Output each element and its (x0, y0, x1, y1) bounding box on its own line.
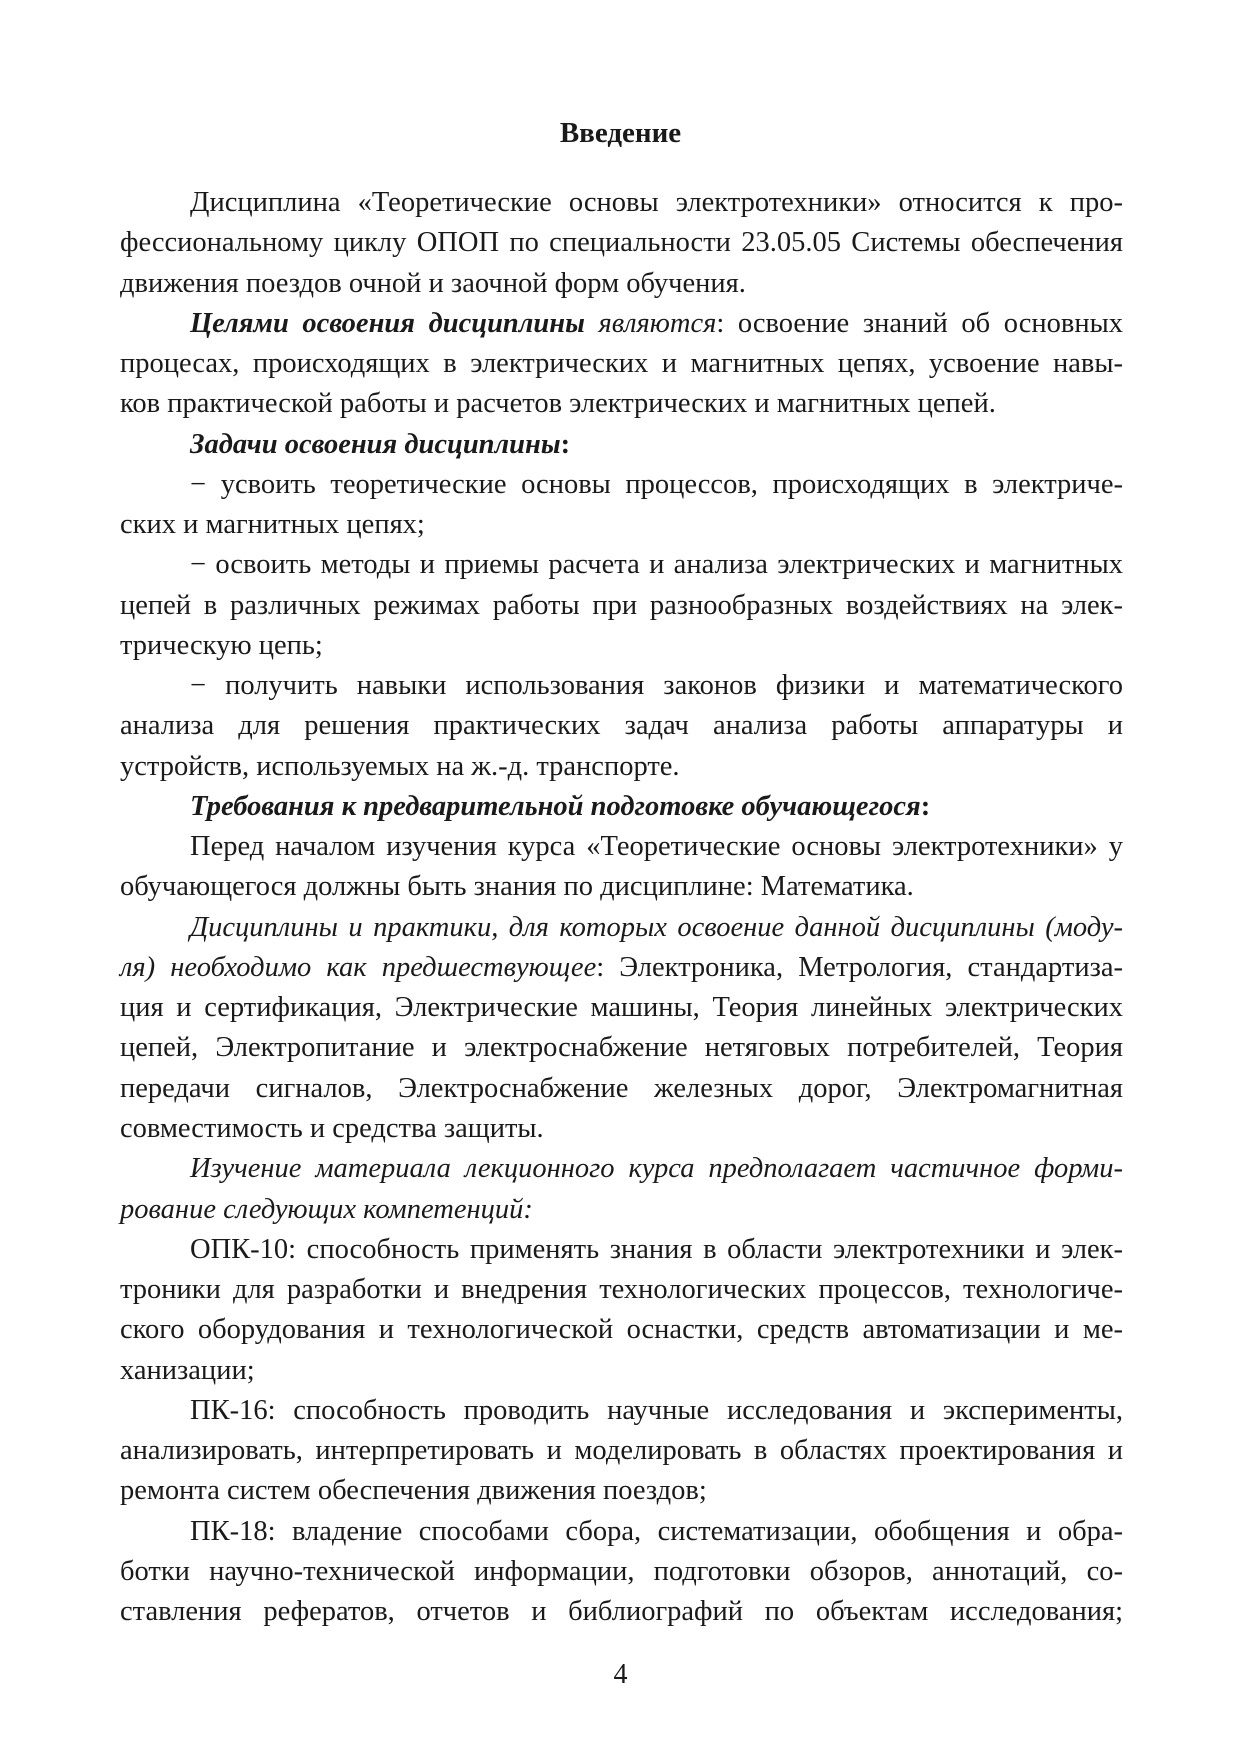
emphasized-text-run: ля) необходимо как предшествующее (120, 951, 597, 983)
page-title: Введение (559, 117, 682, 149)
text-run: ков практической работы и расчетов электрических и магнитных цепей. (120, 388, 996, 420)
text-run: − усвоить теоретические основы процессов, происходящих в электриче- (190, 468, 1123, 500)
text-line (120, 1149, 1123, 1189)
text-run: : Электроника, Метрология, стандартиза- (596, 951, 1124, 983)
text-line (120, 465, 1123, 505)
text-run: устройств, используемых на ж.-д. транспорте. (120, 750, 680, 782)
text-run: ханизации; (120, 1354, 255, 1386)
text-line (120, 706, 1123, 746)
text-line (120, 787, 1123, 827)
text-line (120, 545, 1123, 585)
emphasized-text-run: Дисциплины и практики, для которых освоение данной дисциплины (моду- (190, 911, 1123, 943)
text-line (120, 1391, 1123, 1431)
text-run: ставления рефератов, отчетов и библиографий по объектам исследования; (120, 1596, 1123, 1628)
emphasized-text-run: являются (598, 307, 717, 339)
text-line (120, 264, 1123, 304)
emphasized-text-run: рование следующих компетенций: (120, 1193, 533, 1225)
text-line (120, 384, 1123, 424)
text-line (120, 988, 1123, 1028)
text-run: ремонта систем обеспечения движения поездов; (120, 1475, 707, 1507)
text-line (120, 948, 1123, 988)
text-run: передачи сигналов, Электроснабжение железных дорог, Электромагнитная (120, 1072, 1123, 1104)
text-line (120, 425, 1123, 465)
text-line (120, 183, 1123, 223)
text-line (120, 747, 1123, 787)
emphasized-text-run: : (920, 790, 931, 822)
text-line (120, 908, 1123, 948)
text-line (120, 586, 1123, 626)
text-run: совместимость и средства защиты. (120, 1112, 544, 1144)
text-run: ского оборудования и технологической оснастки, средств автоматизации и ме- (120, 1314, 1123, 1346)
text-line (120, 1431, 1123, 1471)
text-run: трическую цепь; (120, 629, 323, 661)
text-run: движения поездов очной и заочной форм обучения. (120, 267, 746, 299)
emphasized-text-run: Задачи освоения дисциплины (190, 428, 561, 460)
text-run: ботки научно-технической информации, подготовки обзоров, аннотаций, со- (120, 1555, 1123, 1587)
text-line (120, 1351, 1123, 1391)
text-run: Перед началом изучения курса «Теоретические основы электротехники» у (190, 831, 1123, 863)
text-run: ПК-18: владение способами сбора, систематизации, обобщения и обра- (190, 1515, 1123, 1547)
text-line (120, 1512, 1123, 1552)
text-run: анализа для решения практических задач анализа работы аппаратуры и (120, 710, 1123, 742)
text-line (120, 1270, 1123, 1310)
text-line (120, 666, 1123, 706)
emphasized-text-run: Изучение материала лекционного курса предполагает частичное форми- (190, 1153, 1123, 1185)
text-line (120, 1109, 1123, 1149)
text-line (120, 1310, 1123, 1350)
text-line (120, 867, 1123, 907)
text-line (120, 1552, 1123, 1592)
text-line (120, 344, 1123, 384)
text-line (120, 1190, 1123, 1230)
text-line (120, 223, 1123, 263)
emphasized-text-run: Целями освоения дисциплины (190, 307, 599, 339)
text-line (120, 304, 1123, 344)
text-line (120, 1230, 1123, 1270)
text-run: − получить навыки использования законов физики и математического (190, 670, 1123, 702)
text-line (120, 1471, 1123, 1511)
text-run: : освоение знаний об основных (716, 307, 1123, 339)
text-run: фессиональному циклу ОПОП по специальности 23.05.05 Системы обеспечения (120, 227, 1123, 259)
text-line (120, 626, 1123, 666)
text-run: ОПК-10: способность применять знания в области электротехники и элек- (190, 1233, 1123, 1265)
text-run: троники для разработки и внедрения технологических процессов, технологиче- (120, 1274, 1123, 1306)
text-run: ПК-16: способность проводить научные исследования и эксперименты, (190, 1394, 1123, 1426)
emphasized-text-run: : (560, 428, 571, 460)
text-run: ских и магнитных цепях; (120, 509, 425, 541)
text-run: обучающегося должны быть знания по дисциплине: Математика. (120, 871, 914, 903)
emphasized-text-run: Требования к предварительной подготовке обучающегося (190, 790, 921, 822)
text-line (120, 1028, 1123, 1068)
text-run: анализировать, интерпретировать и моделировать в областях проектирования и (120, 1435, 1123, 1467)
text-run: процесах, происходящих в электрических и магнитных цепях, усвоение навы- (120, 348, 1123, 380)
text-run: Дисциплина «Теоретические основы электротехники» относится к про- (190, 187, 1123, 218)
text-run: цепей в различных режимах работы при разнообразных воздействиях на элек- (120, 589, 1123, 621)
page-number: 4 (613, 1659, 628, 1690)
text-run: цепей, Электропитание и электроснабжение нетяговых потребителей, Теория (120, 1032, 1123, 1064)
text-run: − освоить методы и приемы расчета и анализа электрических и магнитных (190, 549, 1123, 581)
text-line (120, 505, 1123, 545)
text-line (120, 1069, 1123, 1109)
text-run: ция и сертификация, Электрические машины, Теория линейных электрических (120, 992, 1123, 1024)
text-line (120, 1592, 1123, 1632)
text-line (120, 827, 1123, 867)
